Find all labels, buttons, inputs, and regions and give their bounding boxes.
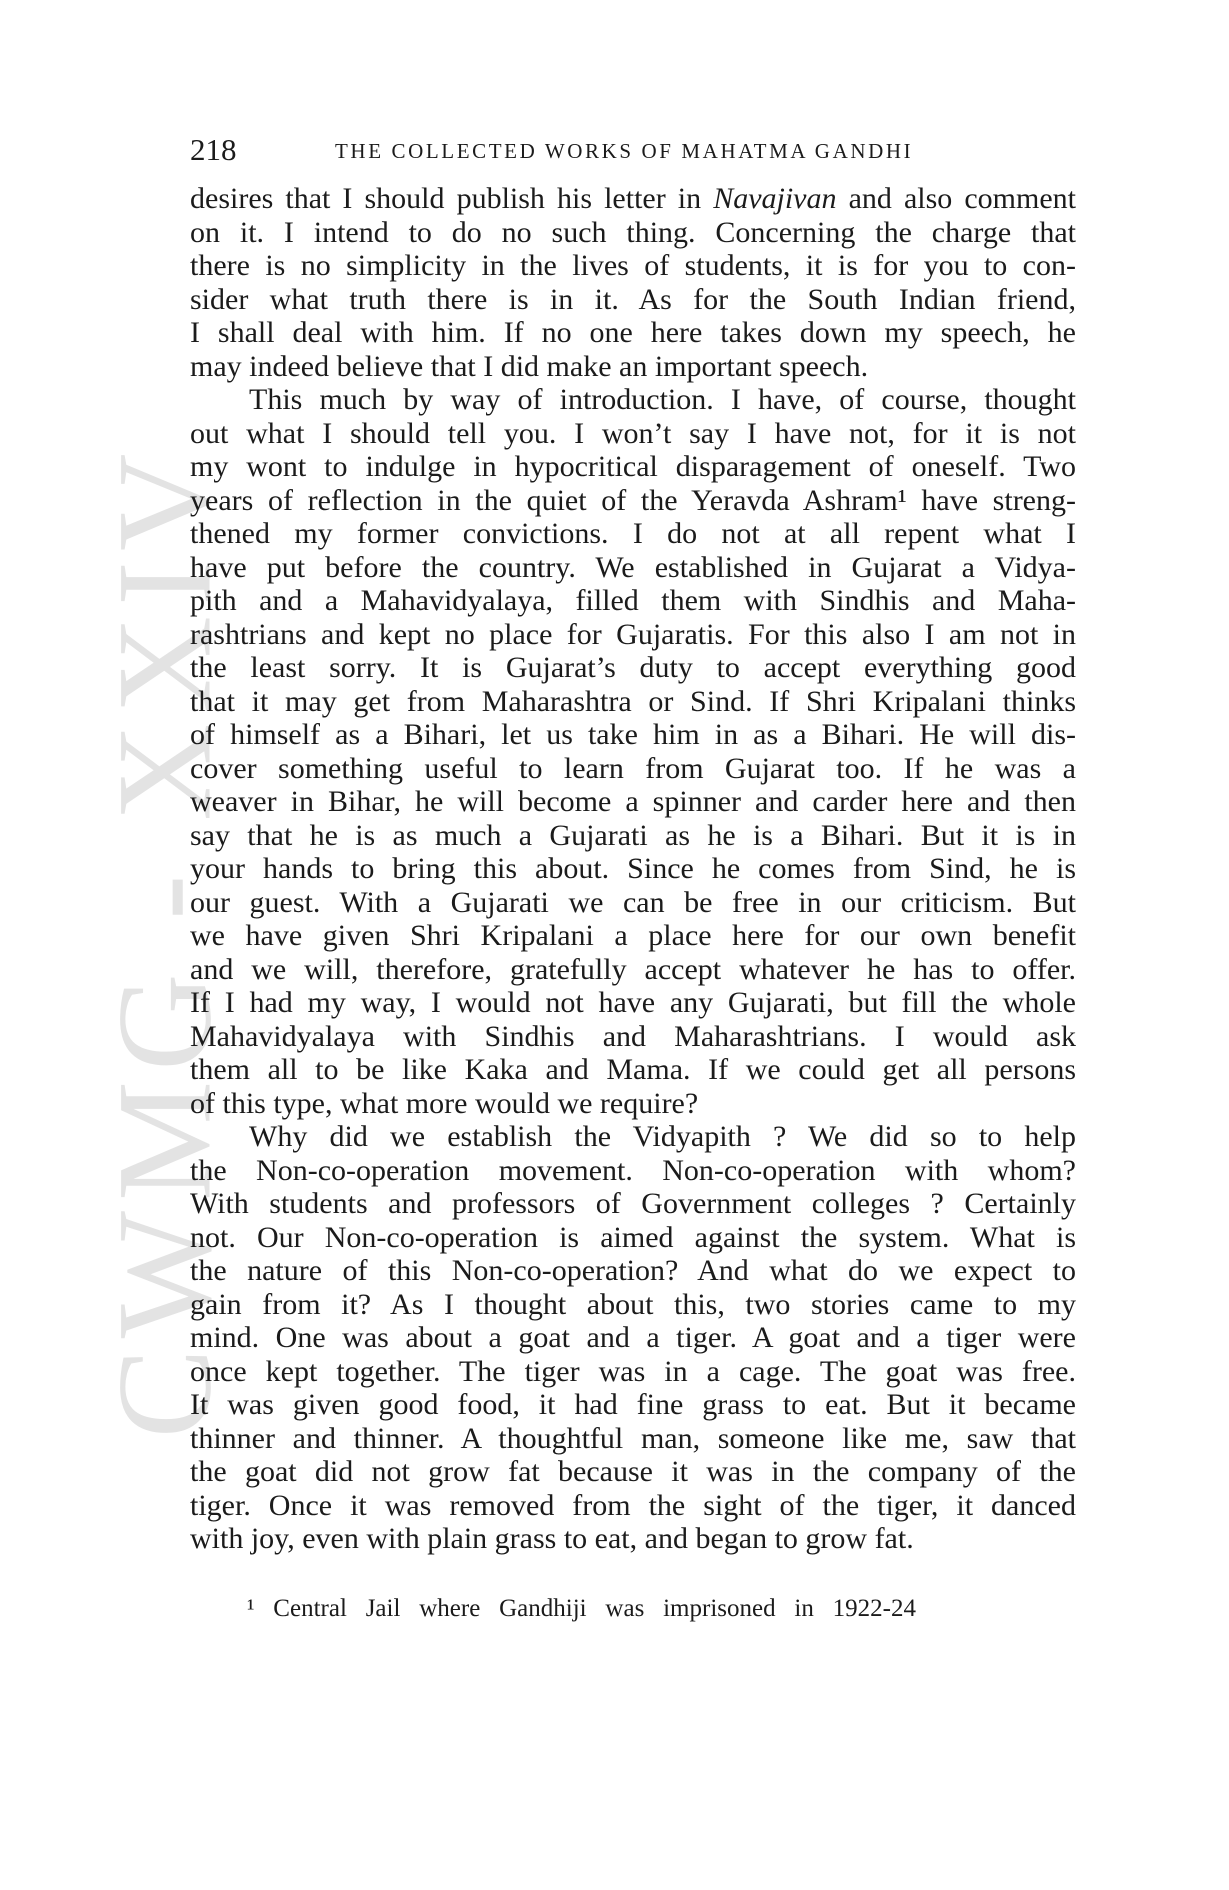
text-line: sider what truth there is in it. As for the South Indian friend, [190, 282, 1076, 316]
text-line: out what I should tell you. I won’t say I have not, for it is not [190, 416, 1076, 450]
text-line: Why did we establish the Vidyapith ? We did so to help [249, 1120, 1076, 1153]
text-line: we have given Shri Kripalani a place here for our own benefit [190, 919, 1076, 952]
text-line: years of reflection in the quiet of the Yeravda Ashram¹ have streng- [190, 483, 1076, 517]
text-line: mind. One was about a goat and a tiger. A goat and a tiger were [190, 1321, 1076, 1354]
watermark: CWMG - XXIV [90, 443, 240, 1439]
text-line: there is no simplicity in the lives of students, it is for you to con- [190, 249, 1076, 282]
text-line: the Non-co-operation movement. Non-co-operation with whom? [190, 1153, 1076, 1187]
text-line: rashtrians and kept no place for Gujaratis. For this also I am not in [190, 617, 1076, 651]
page-number: 218 [190, 132, 237, 167]
text-line: your hands to bring this about. Since he comes from Sind, he is [190, 852, 1076, 885]
running-title: THE COLLECTED WORKS OF MAHATMA GANDHI [335, 139, 914, 163]
text-line: tiger. Once it was removed from the sight of the tiger, it danced [190, 1488, 1076, 1522]
footnote: ¹ Central Jail where Gandhiji was imprisoned in 1922-24 [247, 1595, 916, 1622]
text-line: thinner and thinner. A thoughtful man, someone like me, saw that [190, 1421, 1076, 1455]
paragraph [190, 383, 1076, 1120]
text-line: I shall deal with him. If no one here takes down my speech, he [190, 316, 1076, 349]
text-line: on it. I intend to do no such thing. Concerning the charge that [190, 215, 1076, 249]
text-segment: and also comment [836, 182, 1076, 215]
text-line: them all to be like Kaka and Mama. If we could get all persons [190, 1053, 1076, 1086]
text-line: with joy, even with plain grass to eat, and began to grow fat. [190, 1522, 914, 1555]
text-line: our guest. With a Gujarati we can be free in our criticism. But [190, 885, 1076, 919]
text-line: gain from it? As I thought about this, two stories came to my [190, 1287, 1076, 1321]
text-line: weaver in Bihar, he will become a spinner and carder here and then [190, 785, 1076, 818]
text-line: my wont to indulge in hypocritical disparagement of oneself. Two [190, 450, 1076, 483]
text-line: If I had my way, I would not have any Gujarati, but fill the whole [190, 986, 1076, 1019]
text-line: once kept together. The tiger was in a cage. The goat was free. [190, 1354, 1076, 1388]
body-text [190, 182, 1076, 1556]
text-line: that it may get from Maharashtra or Sind. If Shri Kripalani thinks [190, 684, 1076, 718]
text-line [190, 182, 1076, 216]
text-line: cover something useful to learn from Gujarat too. If he was a [190, 751, 1076, 785]
text-line: the nature of this Non-co-operation? And what do we expect to [190, 1254, 1076, 1287]
paragraph [190, 182, 1076, 383]
paragraph [190, 1120, 1076, 1556]
text-line: This much by way of introduction. I have, of course, thought [249, 383, 1076, 416]
text-line: say that he is as much a Gujarati as he is a Bihari. But it is in [190, 818, 1076, 852]
text-segment: desires that I should publish his letter in [190, 182, 714, 215]
text-line: Mahavidyalaya with Sindhis and Maharashtrians. I would ask [190, 1019, 1076, 1053]
text-line: of this type, what more would we require? [190, 1086, 699, 1120]
text-line: It was given good food, it had fine grass to eat. But it became [190, 1388, 1076, 1421]
text-line: the goat did not grow fat because it was in the company of the [190, 1455, 1076, 1488]
text-line: and we will, therefore, gratefully accept whatever he has to offer. [190, 952, 1076, 986]
text-line: the least sorry. It is Gujarat’s duty to accept everything good [190, 651, 1076, 684]
text-line: pith and a Mahavidyalaya, filled them with Sindhis and Maha- [190, 584, 1076, 617]
text-line: With students and professors of Government colleges ? Certainly [190, 1187, 1076, 1220]
publication-title: Navajivan [713, 182, 837, 215]
text-line: not. Our Non-co-operation is aimed against the system. What is [190, 1220, 1076, 1254]
text-line: thened my former convictions. I do not at all repent what I [190, 517, 1076, 550]
text-line: may indeed believe that I did make an important speech. [190, 349, 869, 383]
text-line: of himself as a Bihari, let us take him in as a Bihari. He will dis- [190, 718, 1076, 751]
text-line: have put before the country. We established in Gujarat a Vidya- [190, 550, 1076, 584]
